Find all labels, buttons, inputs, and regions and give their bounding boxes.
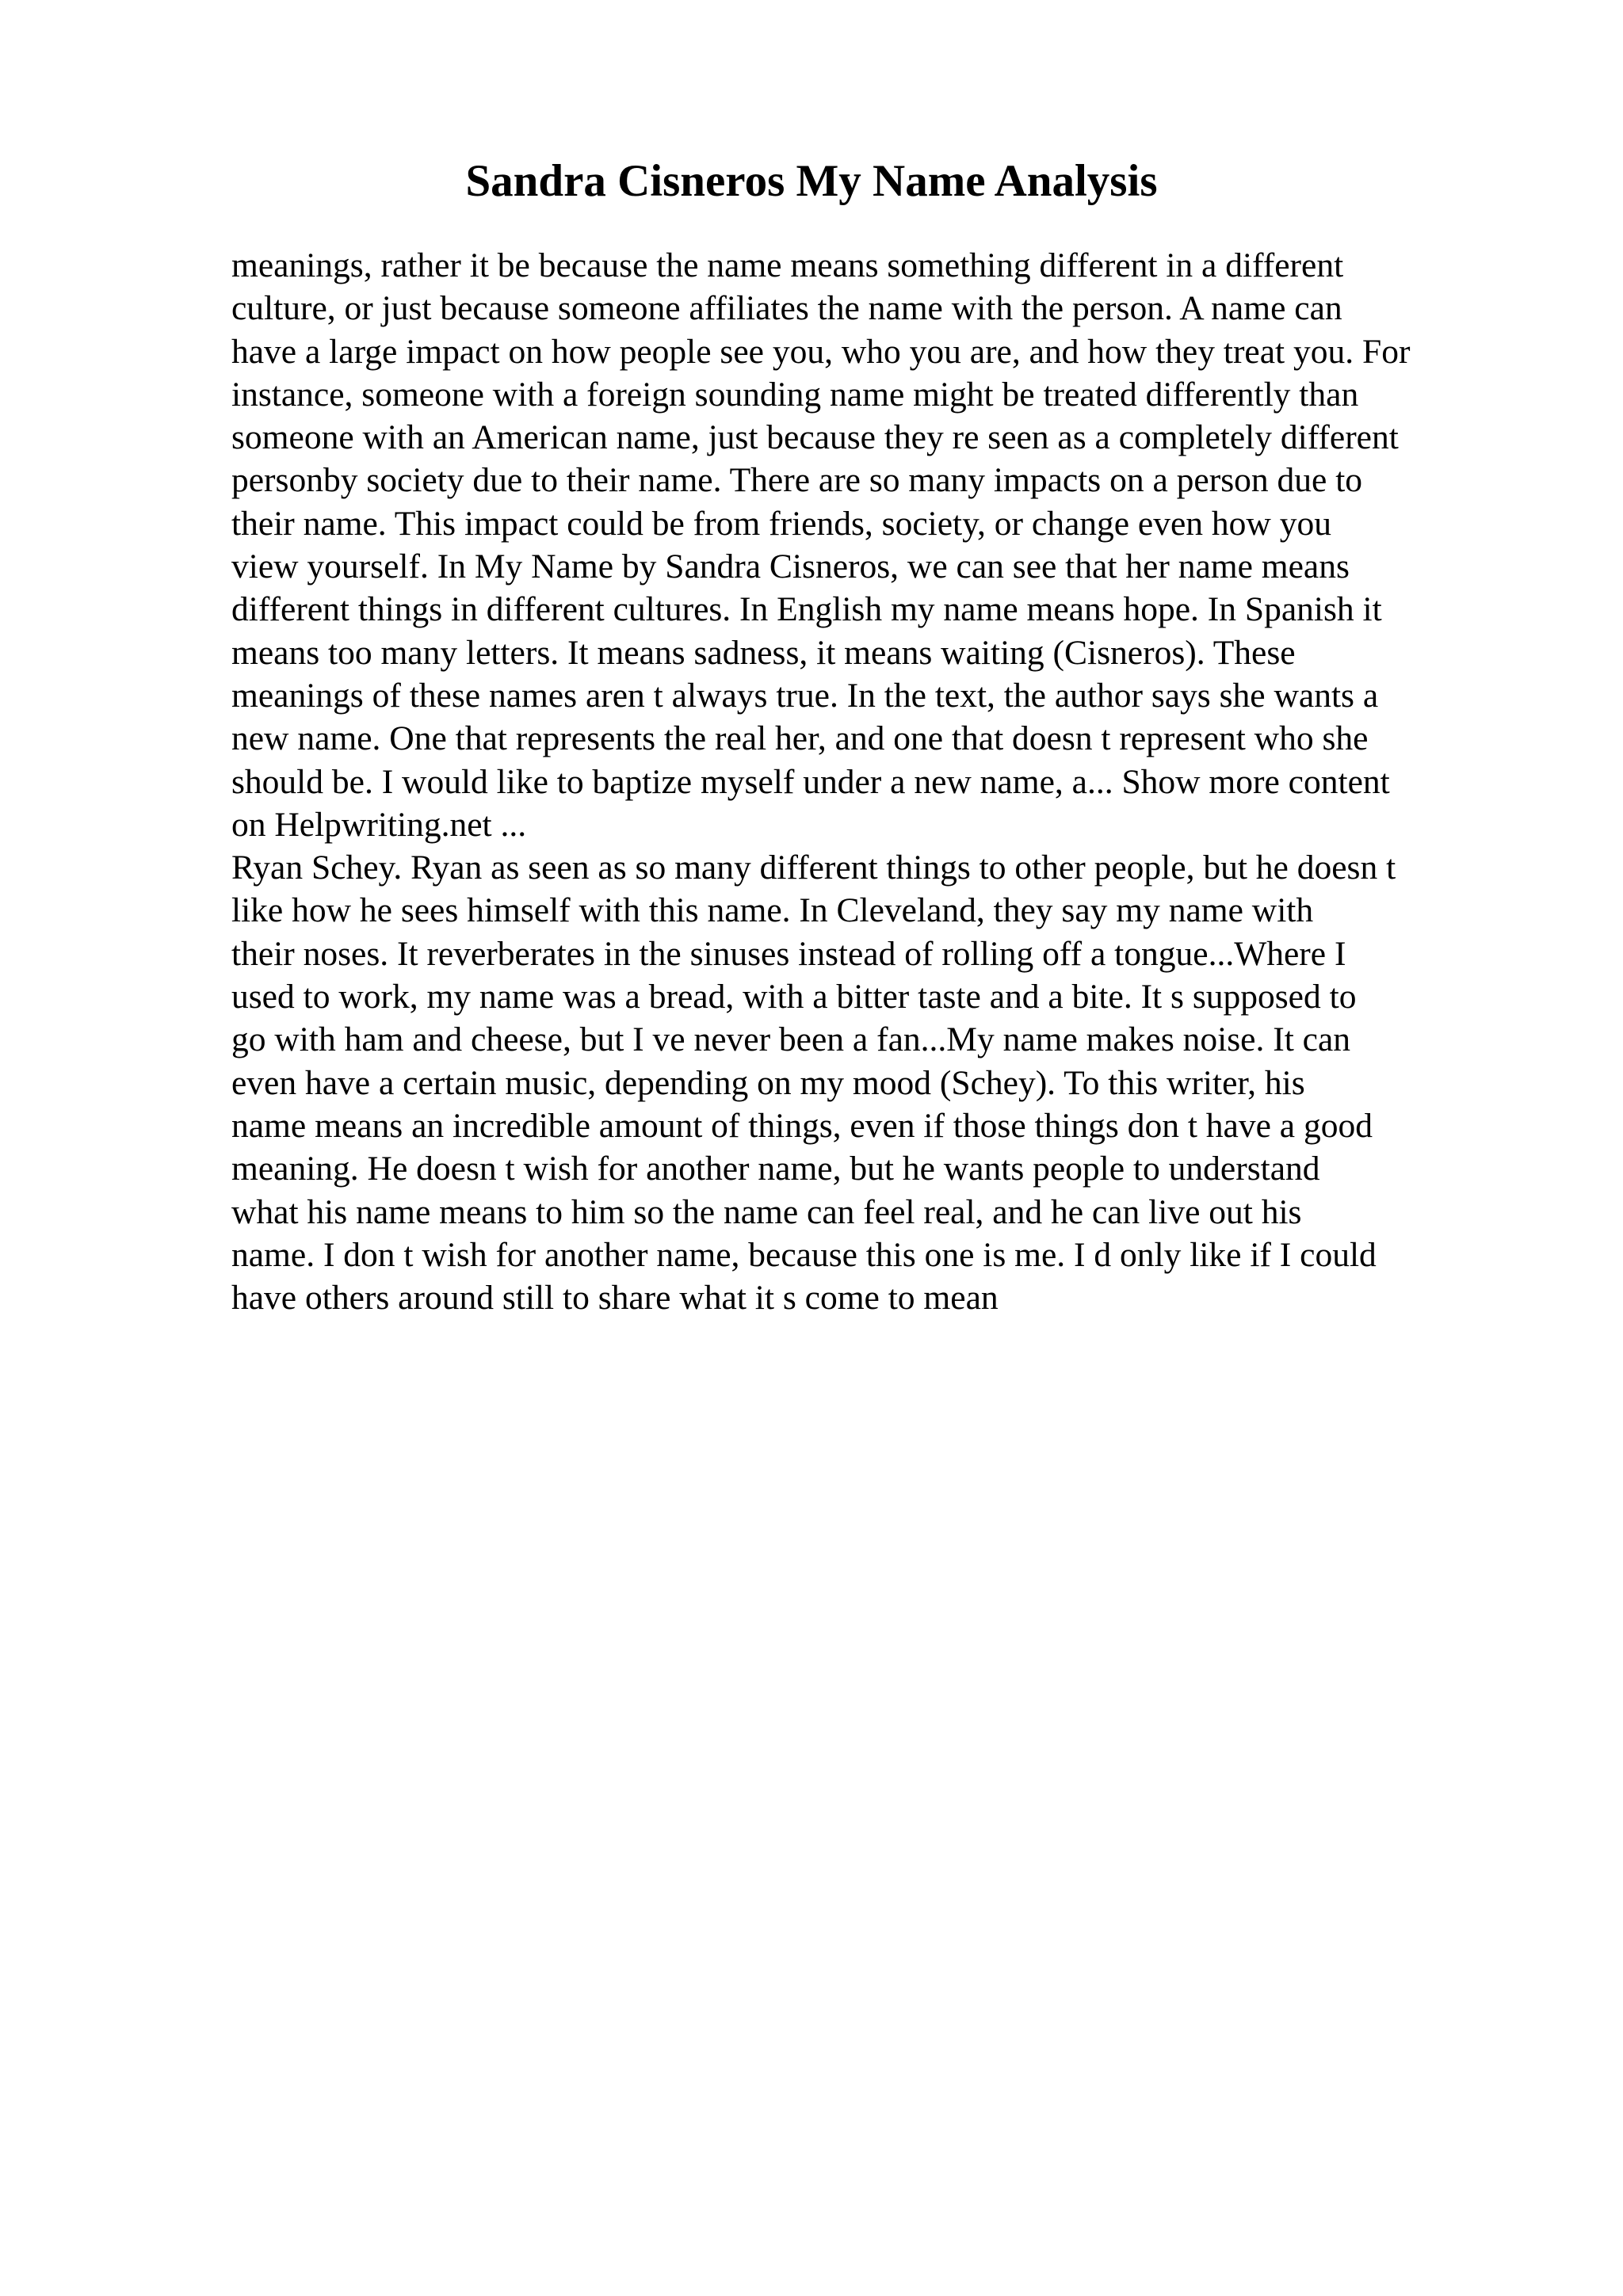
- text-line: someone with an American name, just because they re seen as a completely different: [231, 418, 1399, 457]
- text-line: should be. I would like to baptize myself under a new name, a... Show more content: [231, 762, 1390, 801]
- text-line: Ryan Schey. Ryan as seen as so many different things to other people, but he doesn t: [231, 849, 1396, 887]
- text-line: instance, someone with a foreign sounding name might be treated differently than: [231, 375, 1359, 414]
- text-line: culture, or just because someone affiliates the name with the person. A name can: [231, 289, 1342, 328]
- text-line: view yourself. In My Name by Sandra Cisneros, we can see that her name means: [231, 547, 1350, 586]
- text-line: name means an incredible amount of things, even if those things don t have a good: [231, 1106, 1373, 1145]
- text-line: meaning. He doesn t wish for another name, but he wants people to understand: [231, 1150, 1320, 1188]
- text-line: new name. One that represents the real her, and one that doesn t represent who she: [231, 719, 1369, 758]
- text-line: what his name means to him so the name can feel real, and he can live out his: [231, 1192, 1302, 1231]
- text-line: name. I don t wish for another name, because this one is me. I d only like if I could: [231, 1235, 1377, 1274]
- text-line: meanings of these names aren t always true. In the text, the author says she wants a: [231, 676, 1379, 715]
- text-line: used to work, my name was a bread, with a bitter taste and a bite. It s supposed to: [231, 978, 1357, 1016]
- text-line: meanings, rather it be because the name means something different in a different: [231, 246, 1344, 284]
- text-line: even have a certain music, depending on my mood (Schey). To this writer, his: [231, 1063, 1305, 1102]
- text-line: means too many letters. It means sadness, it means waiting (Cisneros). These: [231, 633, 1296, 672]
- text-line: on Helpwriting.net ...: [231, 805, 527, 844]
- text-line: have others around still to share what it s come to mean: [231, 1279, 999, 1318]
- text-line: go with ham and cheese, but I ve never been a fan...My name makes noise. It can: [231, 1020, 1351, 1059]
- text-line: have a large impact on how people see you, who you are, and how they treat you. For: [231, 332, 1411, 371]
- text-line: their name. This impact could be from friends, society, or change even how you: [231, 504, 1331, 543]
- text-line: personby society due to their name. There are so many impacts on a person due to: [231, 461, 1363, 500]
- text-line: different things in different cultures. In English my name means hope. In Spanish it: [231, 590, 1382, 629]
- body-text: [231, 244, 1579, 1319]
- page-title: Sandra Cisneros My Name Analysis: [465, 156, 1158, 206]
- text-line: like how he sees himself with this name. In Cleveland, they say my name with: [231, 891, 1314, 930]
- text-line: their noses. It reverberates in the sinuses instead of rolling off a tongue...Where I: [231, 934, 1346, 973]
